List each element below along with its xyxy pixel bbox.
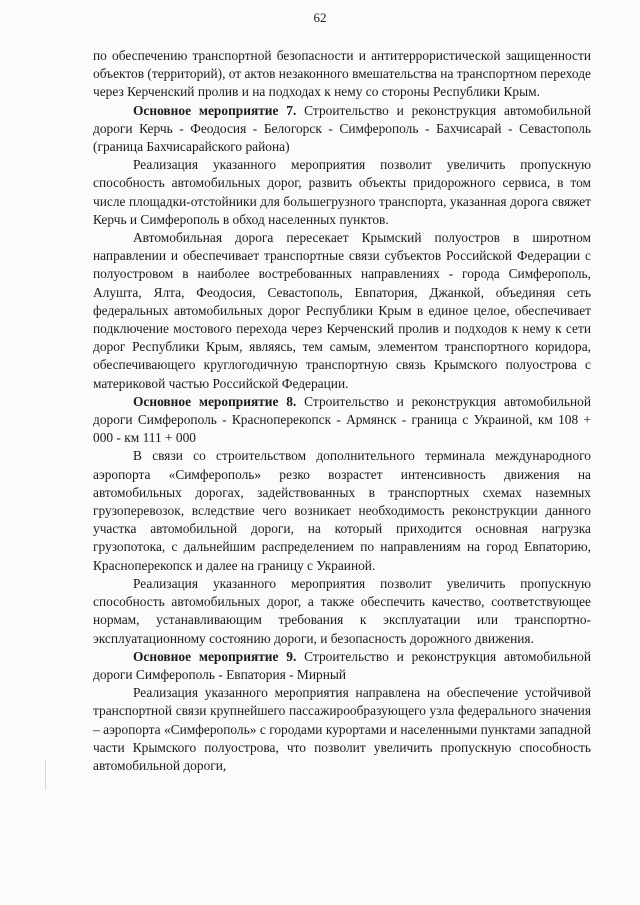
paragraph-continuation: по обеспечению транспортной безопасности и антитеррористической защищенности объектов (территорий), от актов незаконного вмешательства на транспортном переходе через Керченский пролив и на подходах к нему со стороны Республики Крым. (93, 48, 592, 100)
activity-heading: Основное мероприятие 8. (133, 393, 297, 409)
paragraph: Реализация указанного мероприятия позволит увеличить пропускную способность автомобильных дорог, а также обеспечить качество, соответствующее нормам, устанавливающим требования к эксплуатации или транспортно-эксплуатационному состоянию дороги, и безопасность дорожного движения. (93, 575, 591, 646)
page-body (93, 47, 591, 775)
paragraph: Реализация указанного мероприятия позволит увеличить пропускную способность автомобильных дорог, развить объекты придорожного сервиса, в том числе площадки-отстойники для большегрузного транспорта, указанная дорога свяжет Керчь и Симферополь в обход населенных пунктов. (93, 157, 591, 227)
paragraph-activity-9: Основное мероприятие 9. Строительство и реконструкция автомобильной дороги Симферополь - Евпатория - Мирный (93, 648, 592, 682)
page-number: 62 (313, 10, 327, 25)
paragraph: В связи со строительством дополнительного терминала международного аэропорта «Симферополь» резко возрастет интенсивность движения на автомобильных дорогах, задействованных в транспортных схемах наземных грузоперевозок, вследствие чего возникает необходимость реконструкции данного участка автомобильной дороги, на который приходится основная нагрузка грузопотока, с дальнейшим распределением по направлениям на город Евпаторию, Красноперекопск и далее на границу с Украиной. (93, 448, 591, 573)
paragraph: Автомобильная дорога пересекает Крымский полуостров в широтном направлении и обеспечивает транспортные связи субъектов Российской Федерации с полуостровом в наиболее востребованных направлениях - города Симферополь, Алушта, Ялта, Феодосия, Севастополь, Евпатория, Джанкой, объединяя сеть федеральных автомобильных дорог Республики Крым в единое целое, обеспечивает подключение мостового перехода через Керченский пролив и подходов к нему к сети дорог Республики Крым, являясь, тем самым, элементом транспортного коридора, обеспечивающего круглогодичную транспортную связь Крымского полуострова с материковой частью Российской Федерации. (93, 230, 591, 391)
activity-heading: Основное мероприятие 9. (133, 648, 297, 664)
scan-edge-mark (45, 760, 46, 790)
paragraph-activity-7: Основное мероприятие 7. Строительство и реконструкция автомобильной дороги Керчь - Феодосия - Белогорск - Симферополь - Бахчисарай - Севастополь (граница Бахчисарайского района) (93, 102, 592, 155)
paragraph: Реализация указанного мероприятия направлена на обеспечение устойчивой транспортной связи крупнейшего пассажирообразующего узла федерального значения – аэропорта «Симферополь» с городами курортами и населенными пунктами западной части Крымского полуострова, что позволит увеличить пропускную способность автомобильной дороги, (93, 685, 591, 773)
paragraph-activity-8: Основное мероприятие 8. Строительство и реконструкция автомобильной дороги Симферополь - Красноперекопск - Армянск - граница с Украиной, км 108 + 000 - км 111 + 000 (93, 393, 592, 446)
activity-heading: Основное мероприятие 7. (133, 102, 297, 118)
